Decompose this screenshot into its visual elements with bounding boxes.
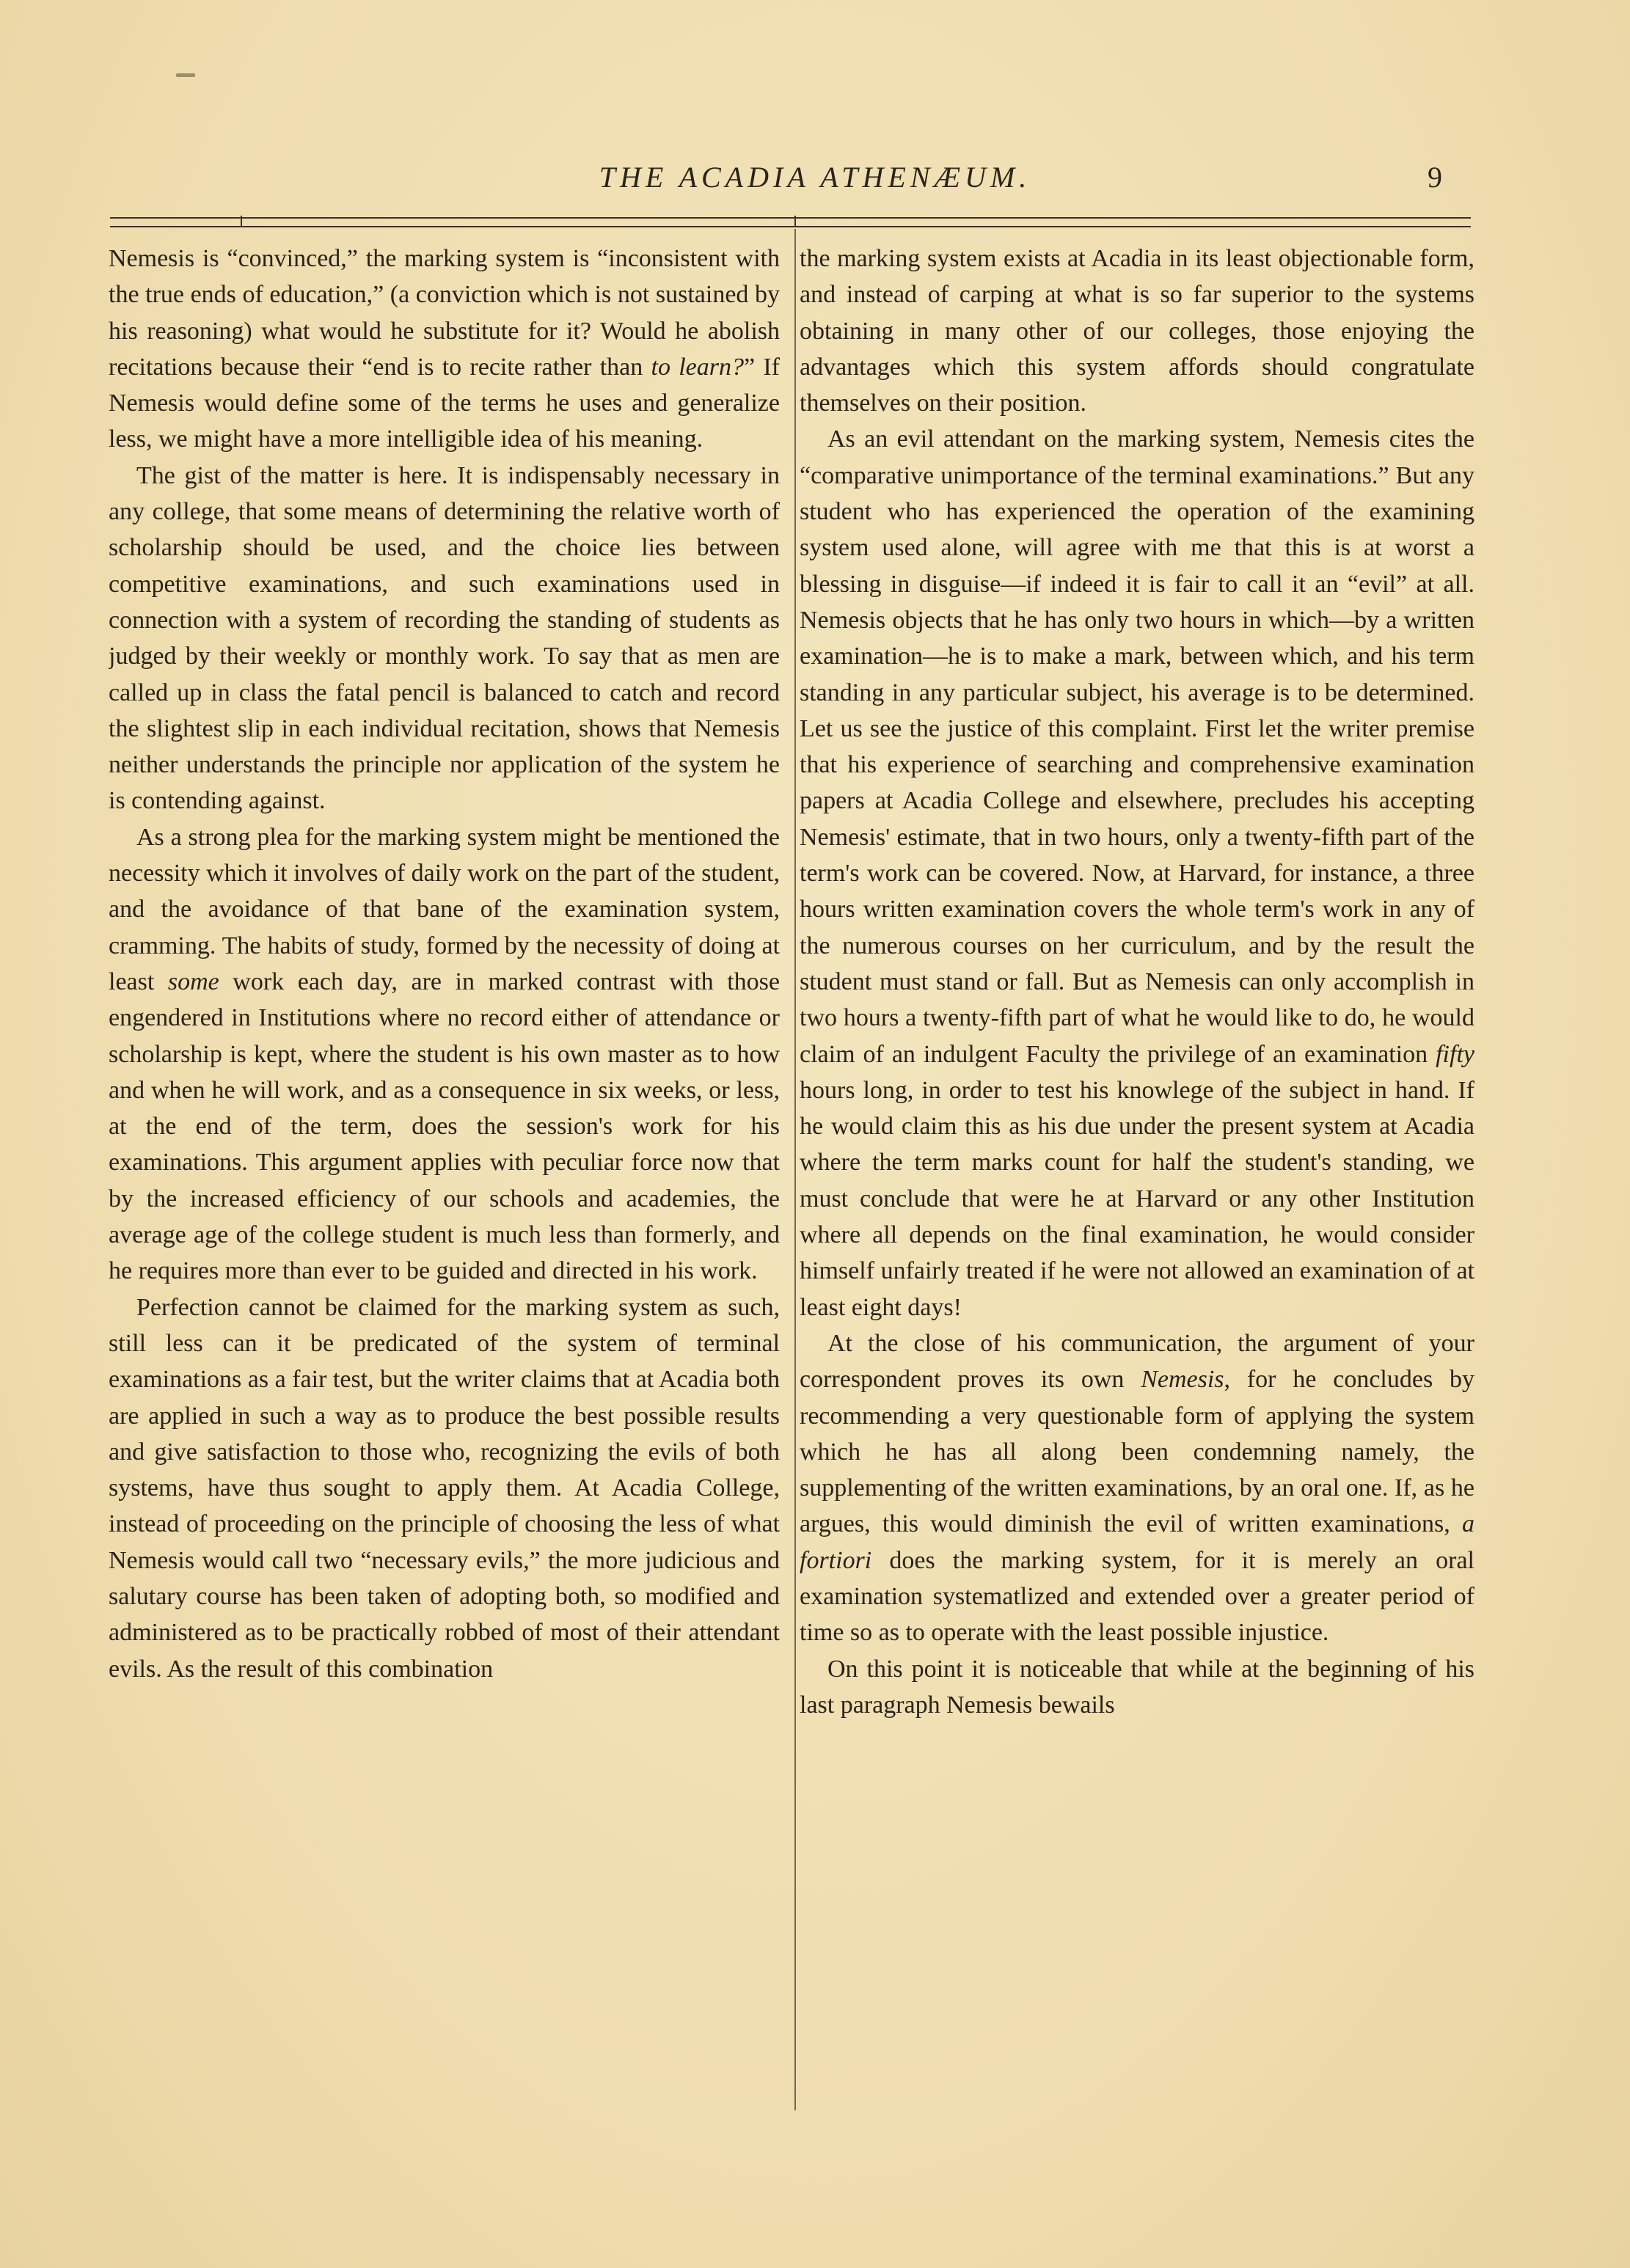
paragraph: Nemesis is “convinced,” the marking system is “inconsistent with the true ends of education,” (a conviction which is not sustained by his reasoning) what would he substitute for it? Would he abolish recitations because their “end is to recite rather than to learn?” If Nemesis would define some of the terms he uses and generalize less, we might have a more intelligible idea of his meaning.	[109, 245, 780, 453]
right-column	[800, 241, 1474, 2118]
paragraph: The gist of the matter is here. It is indispensably necessary in any college, that some means of determining the relative worth of scholarship should be used, and the choice lies between competitive examinations, and such examinations used in connection with a system of recording the standing of students as judged by their weekly or monthly work. To say that as men are called up in class the fatal pencil is balanced to catch and record the slightest slip in each individual recitation, shows that Nemesis neither understands the principle nor application of the system he is contending against.	[109, 461, 780, 815]
header-rule	[110, 217, 1471, 227]
paragraph: At the close of his communication, the argument of your correspondent proves its own Nemesis, for he concludes by recommending a very questionable form of applying the system which he has all along been condemning namely, the supplementing of the written examinations, by an oral one. If, as he argues, this would diminish the evil of written examinations, a fortiori does the marking system, for it is merely an oral examination systematlized and extended over a greater period of time so as to operate with the least possible injustice.	[800, 1329, 1474, 1647]
paragraph: Perfection cannot be claimed for the marking system as such, still less can it be predicated of the system of terminal examinations as a fair test, but the writer claims that at Acadia both are applied in such a way as to produce the best possible results and give satisfaction to those who, recognizing the evils of both systems, have thus sought to apply them. At Acadia College, instead of proceeding on the principle of choosing the less of what Nemesis would call two “necessary evils,” the more judicious and salutary course has been taken of adopting both, so modified and administered as to be practically robbed of most of their attendant evils. As the result of this combination	[109, 1293, 780, 1683]
running-head	[0, 160, 1630, 201]
running-title: THE ACADIA ATHENÆUM.	[599, 161, 1031, 194]
paragraph: As an evil attendant on the marking system, Nemesis cites the “comparative unimportance of the terminal examinations.” But any student who has experienced the operation of the examining system used alone, will agree with me that this is at worst a blessing in disguise—if indeed it is fair to call it an “evil” at all. Nemesis objects that he has only two hours in which—by a written examination—he is to make a mark, between which, and his term standing in any particular subject, his average is to be determined. Let us see the justice of this complaint. First let the writer premise that his experience of searching and comprehensive examination papers at Acadia College and elsewhere, precludes his accepting Nemesis' estimate, that in two hours, only a twenty-fifth part of the term's work can be covered. Now, at Harvard, for instance, a three hours written examination covers the whole term's work in any of the numerous courses on her curriculum, and by the result the student must stand or fall. But as Nemesis can only accomplish in two hours a twenty-fifth part of what he would like to do, he would claim of an indulgent Faculty the privilege of an examination fifty hours long, in order to test his knowlege of the subject in hand. If he would claim this as his due under the present system at Acadia where the term marks count for half the student's standing, we must conclude that were he at Harvard or any other Institution where all depends on the final examination, he would consider himself unfairly treated if he were not allowed an examination of at least eight days!	[800, 425, 1474, 1321]
paragraph: the marking system exists at Acadia in its least objectionable form, and instead of carping at what is so far superior to the systems obtaining in many other of our colleges, those enjoying the advantages which this system affords should congratulate themselves on their position.	[800, 245, 1474, 417]
ink-mark	[176, 73, 195, 77]
rule-tick	[241, 216, 242, 226]
page-number: 9	[1428, 161, 1442, 194]
paragraph: As a strong plea for the marking system might be mentioned the necessity which it involves of daily work on the part of the student, and the avoidance of that bane of the examination system, cramming. The habits of study, formed by the necessity of doing at least some work each day, are in marked contrast with those engendered in Institutions where no record either of attendance or scholarship is kept, where the student is his own master as to how and when he will work, and as a consequence in six weeks, or less, at the end of the term, does the session's work for his examinations. This argument applies with peculiar force now that by the increased efficiency of our schools and academies, the average age of the college student is much less than formerly, and he requires more than ever to be guided and directed in his work.	[109, 823, 780, 1285]
paragraph: On this point it is noticeable that while at the beginning of his last paragraph Nemesis bewails	[800, 1655, 1474, 1719]
column-divider	[794, 229, 796, 2110]
rule-tick	[794, 216, 796, 226]
left-column	[109, 241, 780, 2118]
